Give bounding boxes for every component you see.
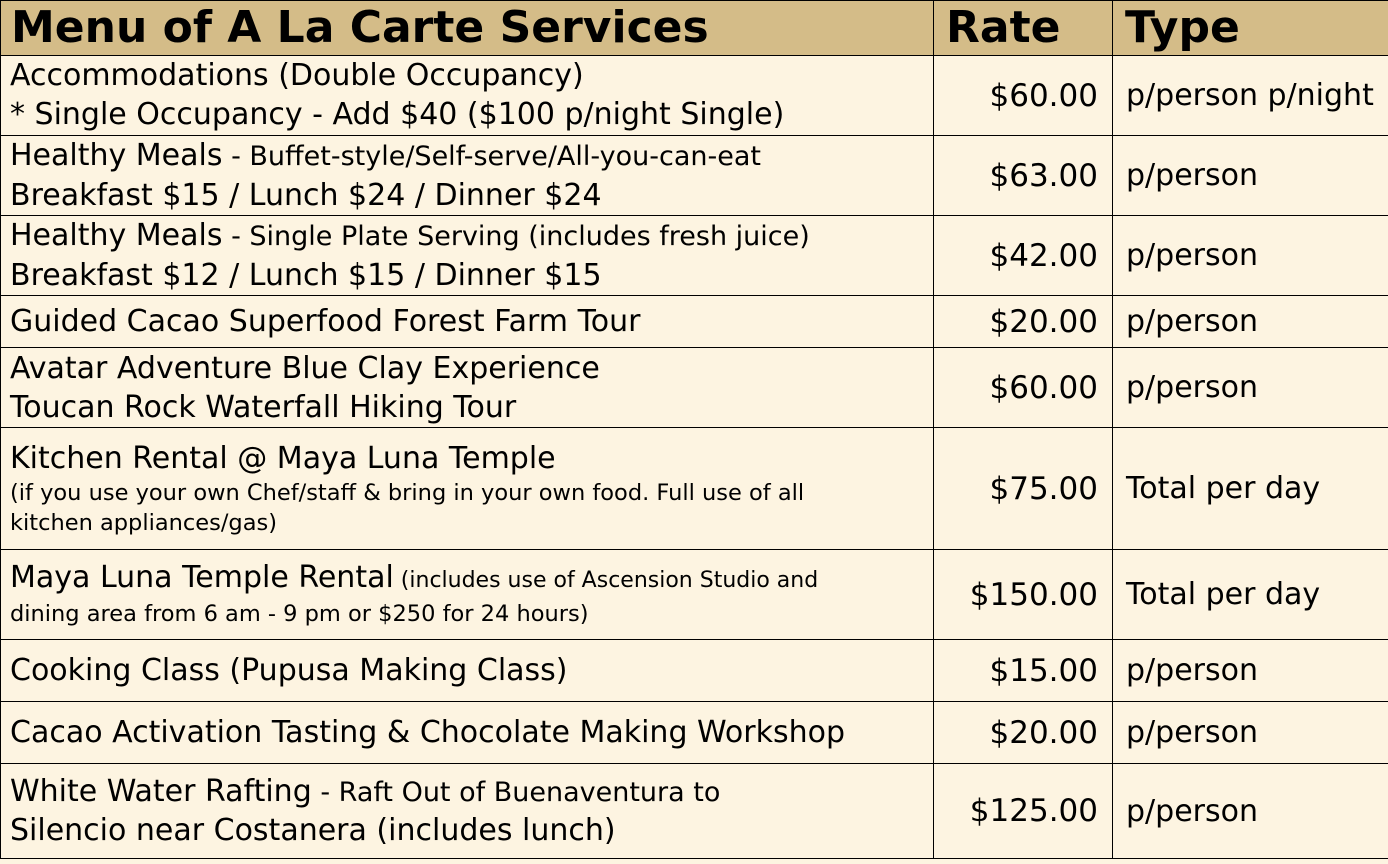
table-row	[1, 348, 1388, 428]
service-line	[10, 136, 927, 176]
service-line	[10, 560, 927, 599]
service-note: (if you use your own Chef/staff & bring in your own food. Full use of all	[10, 479, 805, 506]
service-line: * Single Occupancy - Add $40 ($100 p/night Single)	[10, 96, 785, 132]
type-cell: p/person	[1113, 702, 1388, 764]
rate-cell: $60.00	[934, 56, 1113, 136]
rate-cell: $42.00	[934, 216, 1113, 296]
service-line: Silencio near Costanera (includes lunch)	[10, 812, 616, 848]
rate-cell: $150.00	[934, 550, 1113, 640]
rate-cell: $20.00	[934, 296, 1113, 348]
service-line	[10, 216, 927, 256]
service-note: (includes use of Ascension Studio and	[393, 568, 819, 593]
service-cell	[1, 428, 934, 550]
type-cell: p/person	[1113, 296, 1388, 348]
type-column-header: Type	[1113, 1, 1388, 56]
service-column-header: Menu of A La Carte Services	[1, 1, 934, 56]
type-cell: p/person	[1113, 136, 1388, 216]
service-cell	[1, 640, 934, 702]
service-line: Breakfast $12 / Lunch $15 / Dinner $15	[10, 258, 602, 293]
table-row	[1, 550, 1388, 640]
table-row	[1, 428, 1388, 550]
service-detail: - Buffet-style/Self-serve/All-you-can-eat	[222, 141, 761, 172]
service-line	[10, 773, 927, 812]
service-line: Toucan Rock Waterfall Hiking Tour	[10, 389, 517, 425]
table-row	[1, 216, 1388, 296]
rate-column-header: Rate	[934, 1, 1113, 56]
service-name: Healthy Meals	[10, 218, 223, 253]
table-row	[1, 136, 1388, 216]
service-line: Avatar Adventure Blue Clay Experience	[10, 350, 600, 386]
service-detail: - Single Plate Serving (includes fresh juice)	[222, 221, 810, 252]
table-row	[1, 296, 1388, 348]
rate-cell: $63.00	[934, 136, 1113, 216]
type-cell: p/person	[1113, 348, 1388, 428]
service-cell	[1, 216, 934, 296]
table-row	[1, 764, 1388, 859]
service-cell	[1, 764, 934, 859]
service-cell	[1, 136, 934, 216]
rate-cell: $20.00	[934, 702, 1113, 764]
type-cell: Total per day	[1113, 550, 1388, 640]
service-line: Kitchen Rental @ Maya Luna Temple	[10, 440, 556, 476]
table-row	[1, 702, 1388, 764]
service-note: dining area from 6 am - 9 pm or $250 for 24 hours)	[10, 601, 589, 627]
rate-cell: $125.00	[934, 764, 1113, 859]
type-cell: p/person	[1113, 640, 1388, 702]
type-cell: Total per day	[1113, 428, 1388, 550]
table-row	[1, 640, 1388, 702]
service-line: Guided Cacao Superfood Forest Farm Tour	[10, 303, 641, 339]
service-cell	[1, 56, 934, 136]
service-name: Maya Luna Temple Rental	[10, 560, 394, 595]
service-line: Cooking Class (Pupusa Making Class)	[10, 652, 568, 688]
rate-cell: $60.00	[934, 348, 1113, 428]
service-name: Healthy Meals	[10, 138, 223, 173]
service-note: kitchen appliances/gas)	[10, 509, 277, 536]
table-row	[1, 56, 1388, 136]
service-line: Breakfast $15 / Lunch $24 / Dinner $24	[10, 178, 602, 213]
service-name: White Water Rafting	[10, 773, 312, 809]
type-cell: p/person p/night	[1113, 56, 1388, 136]
type-cell: p/person	[1113, 764, 1388, 859]
service-cell	[1, 702, 934, 764]
service-line: Cacao Activation Tasting & Chocolate Making Workshop	[10, 714, 846, 750]
service-cell	[1, 550, 934, 640]
rate-cell: $75.00	[934, 428, 1113, 550]
service-cell	[1, 348, 934, 428]
service-cell	[1, 296, 934, 348]
service-line: Accommodations (Double Occupancy)	[10, 57, 584, 93]
header-row	[1, 1, 1388, 56]
service-detail: - Raft Out of Buenaventura to	[311, 776, 721, 808]
type-cell: p/person	[1113, 216, 1388, 296]
rate-cell: $15.00	[934, 640, 1113, 702]
